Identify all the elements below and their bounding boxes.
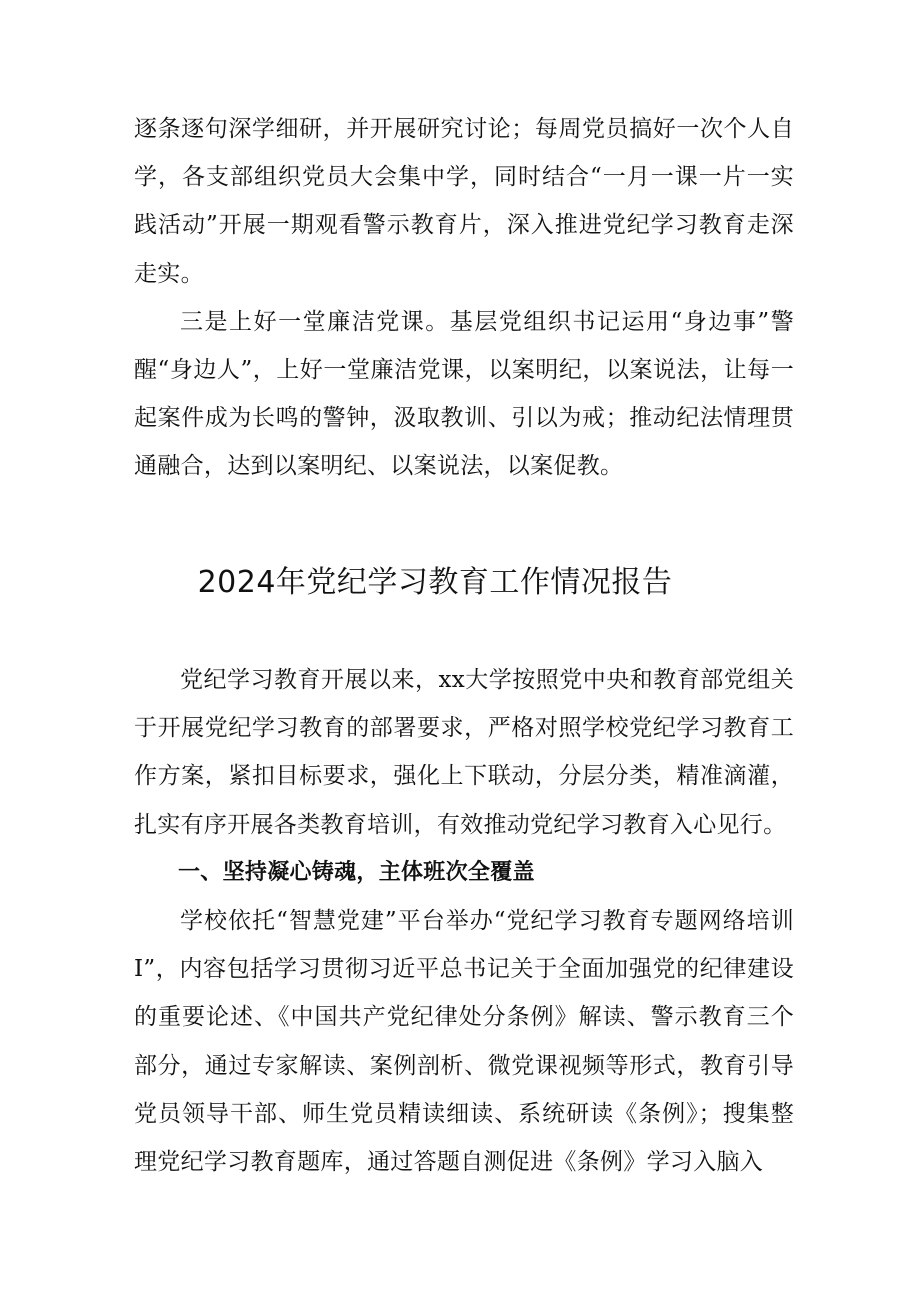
report-title: 2024年党纪学习教育工作情况报告 xyxy=(197,565,673,600)
section-heading: 一、坚持凝心铸魂，主体班次全覆盖 xyxy=(178,859,535,885)
continuation-section xyxy=(134,105,794,491)
integrity-lecture-paragraph: 三是上好一堂廉洁党课。基层党组织书记运用“身边事”警醒“身边人”，上好一堂廉洁党课，以案明纪，以案说法，让每一起案件成为长鸣的警钟，汲取教训、引以为戒；推动纪法情理贯通融合，达到以案明纪、以案说法，以案促教。 xyxy=(134,308,794,480)
continuation-paragraph: 逐条逐句深学细研，并开展研究讨论；每周党员搞好一次个人自学，各支部组织党员大会集中学，同时结合“一月一课一片一实践活动”开展一期观看警示教育片，深入推进党纪学习教育走深走实。 xyxy=(134,116,794,287)
report-intro-paragraph: 党纪学习教育开展以来，xx大学按照党中央和教育部党组关于开展党纪学习教育的部署要求，严格对照学校党纪学习教育工作方案，紧扣目标要求，强化上下联动，分层分类，精准滴灌，扎实有序开展各类教育培训，有效推动党纪学习教育入心见行。 xyxy=(134,667,794,838)
report-body xyxy=(134,656,794,1186)
section-body-paragraph: 学校依托“智慧党建”平台举办“党纪学习教育专题网络培训I”，内容包括学习贯彻习近平总书记关于全面加强党的纪律建设的重要论述、《中国共产党纪律处分条例》解读、警示教育三个部分，通过专家解读、案例剖析、微党课视频等形式，教育引导党员领导干部、师生党员精读细读、系统研读《条例》；搜集整理党纪学习教育题库，通过答题自测促进《条例》学习入脑入 xyxy=(134,908,794,1176)
